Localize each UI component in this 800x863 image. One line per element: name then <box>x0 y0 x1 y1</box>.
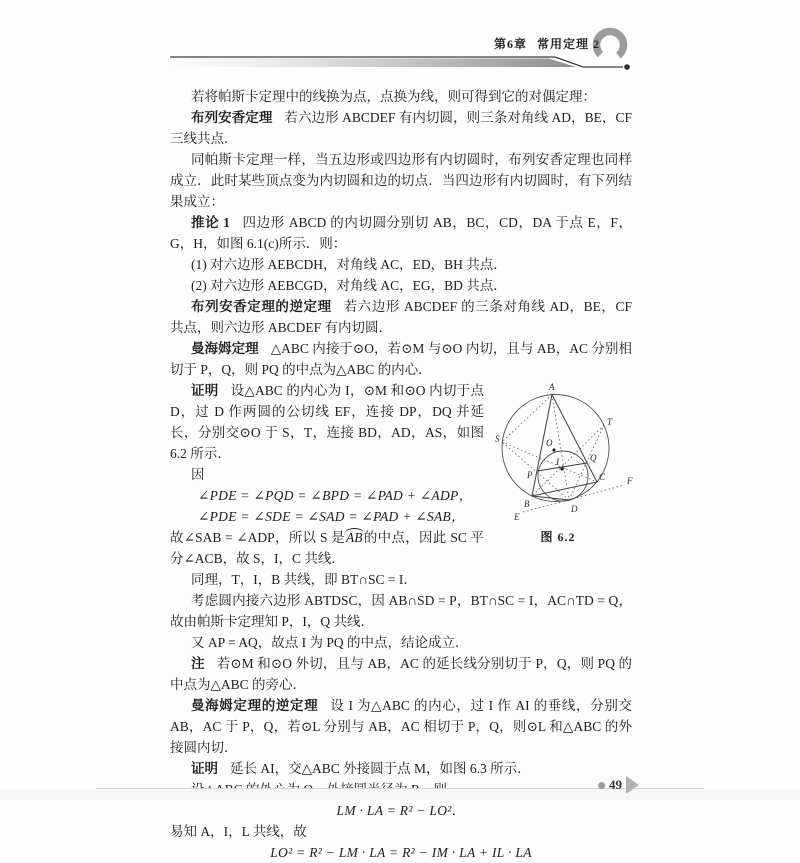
label-A: A <box>549 382 555 392</box>
theorem-body: 若六边形 ABCDEF 有内切圆，则三条对角线 AD，BE，CF 三线共点． <box>170 110 633 146</box>
page-number-group <box>598 774 639 796</box>
label-S: S <box>495 434 500 444</box>
header-gradient-bar <box>170 59 576 68</box>
page-number: 49 <box>609 777 622 792</box>
proof-body: 延长 AI，交△ABC 外接圆于点 M，如图 6.3 所示． <box>230 761 531 776</box>
theorem-body: △ABC 内接于⊙O，若⊙M 与⊙O 内切，且与 AB，AC 分别相切于 P，Q，则 PQ 的中点为△ABC 的内心． <box>170 341 633 377</box>
label-Q: Q <box>590 453 597 463</box>
theorem-body: 若六边形 ABCDEF 的三条对角线 AD，BE，CF 共点，则六边形 ABCDEF 有内切圆． <box>170 299 632 335</box>
theorem-title-mannheim-converse: 曼海姆定理的逆定理 <box>191 698 319 713</box>
paragraph-similarly: 同理，T，I，B 共线，即 BT∩SC = I． <box>191 572 417 587</box>
corollary-body: 四边形 ABCD 的内切圆分别切 AB，BC，CD，DA 于点 E，F，G，H，如图 6.1(c)所示．则： <box>170 215 632 251</box>
proof-body: 设△ABC 的内心为 I，⊙M 和⊙O 内切于点 D，过 D 作两圆的公切线 EF，连接 DP，DQ 并延长，分别交⊙O 于 S，T，连接 BD，AD，AS，如图 6.2 所示． <box>170 383 485 461</box>
text-run: 故∠SAB = ∠ADP，所以 S 是 <box>170 530 346 545</box>
figure-6-2-drawing <box>494 380 662 525</box>
page-number-arrow-icon <box>626 776 639 794</box>
label-E: E <box>514 512 520 522</box>
chapter-heading <box>400 35 600 52</box>
paragraph-hexagon: 考虑圆内接六边形 ABTDSC，因 AB∩SD = P，BT∩SC = I，AC∩TD = Q，故由帕斯卡定理知 P，I，Q 共线． <box>170 593 632 629</box>
paragraph-same-as-pascal: 同帕斯卡定理一样，当五边形或四边形有内切圆时，布列安香定理也同样成立．此时某些顶点变为内切圆和边的切点．当四边形有内切圆时，有下列结果成立： <box>170 152 632 209</box>
label-T: T <box>607 417 613 427</box>
list-item-2: (2) 对六边形 AEBCGD，对角线 AC，EG，BD 共点． <box>191 278 507 293</box>
label-O: O <box>546 438 553 448</box>
paragraph-midpoint: 又 AP = AQ，故点 I 为 PQ 的中点，结论成立． <box>191 635 469 650</box>
paragraph-because: 因 <box>191 467 205 482</box>
arc-AB: AB <box>346 530 363 545</box>
header-rule-end-dot <box>624 64 630 70</box>
note-label: 注 <box>191 656 205 671</box>
page-number-dot-icon <box>598 782 605 789</box>
point-O <box>552 448 555 451</box>
point-I <box>560 467 563 470</box>
paragraph-mannheim <box>170 338 632 380</box>
chapter-title: 常用定理 2 <box>536 37 600 51</box>
label-D: D <box>571 504 578 514</box>
note-body: 若⊙M 和⊙O 外切，且与 AB，AC 的延长线分别切于 P，Q，则 PQ 的中点为△ABC 的旁心． <box>170 656 632 692</box>
figure-6-2 <box>494 380 662 548</box>
page-content <box>170 86 632 863</box>
paragraph-mannheim-converse <box>170 695 632 758</box>
corollary-title: 推论 1 <box>191 215 230 230</box>
label-C: C <box>599 472 606 482</box>
paragraph-brianchon <box>170 107 632 149</box>
proof-label: 证明 <box>191 761 218 776</box>
page-bottom-band <box>0 789 800 800</box>
theorem-title-brianchon-converse: 布列安香定理的逆定理 <box>191 299 332 314</box>
label-F: F <box>627 476 633 486</box>
paragraph-corollary1 <box>170 212 632 254</box>
label-I: I <box>556 457 559 467</box>
paragraph-note <box>170 653 632 695</box>
paragraph-brianchon-converse <box>170 296 632 338</box>
chapter-label: 第6章 <box>493 37 527 51</box>
formula-angle-1: ∠PDE = ∠PQD = ∠BPD = ∠PAD + ∠ADP， <box>198 488 473 503</box>
theorem-title-mannheim: 曼海姆定理 <box>191 341 259 356</box>
text-run: 的中点，因此 SC 平分∠ACB，故 S，I，C 共线． <box>170 530 485 566</box>
figure-caption: 图 6.2 <box>540 530 576 544</box>
paragraph-collinear: 易知 A，I，L 共线，故 <box>170 824 307 839</box>
label-B: B <box>524 499 530 509</box>
proof-label: 证明 <box>191 383 219 398</box>
theorem-body: 设 I 为△ABC 的内心，过 I 作 AI 的垂线，分别交 AB，AC 于 P，Q，若⊙L 分别与 AB，AC 相切于 P，Q，则⊙L 和△ABC 的外接圆内切． <box>170 698 632 755</box>
paragraph-proof2 <box>170 758 632 779</box>
construction-lines <box>502 395 624 512</box>
formula-power: LM · LA = R² − LO²． <box>336 803 466 818</box>
label-P: P <box>527 470 533 480</box>
formula-angle-2: ∠PDE = ∠SDE = ∠SAD = ∠PAD + ∠SAB， <box>198 509 465 524</box>
formula-LO: LO² = R² − LM · LA = R² − IM · LA + IL · LA <box>270 845 532 860</box>
paragraph-intro: 若将帕斯卡定理中的线换为点，点换为线，则可得到它的对偶定理： <box>191 89 596 104</box>
circumcircle-O <box>502 395 609 502</box>
list-item-1: (1) 对六边形 AEBCDH，对角线 AC，ED，BH 共点． <box>191 257 507 272</box>
theorem-title-brianchon: 布列安香定理 <box>191 110 273 125</box>
